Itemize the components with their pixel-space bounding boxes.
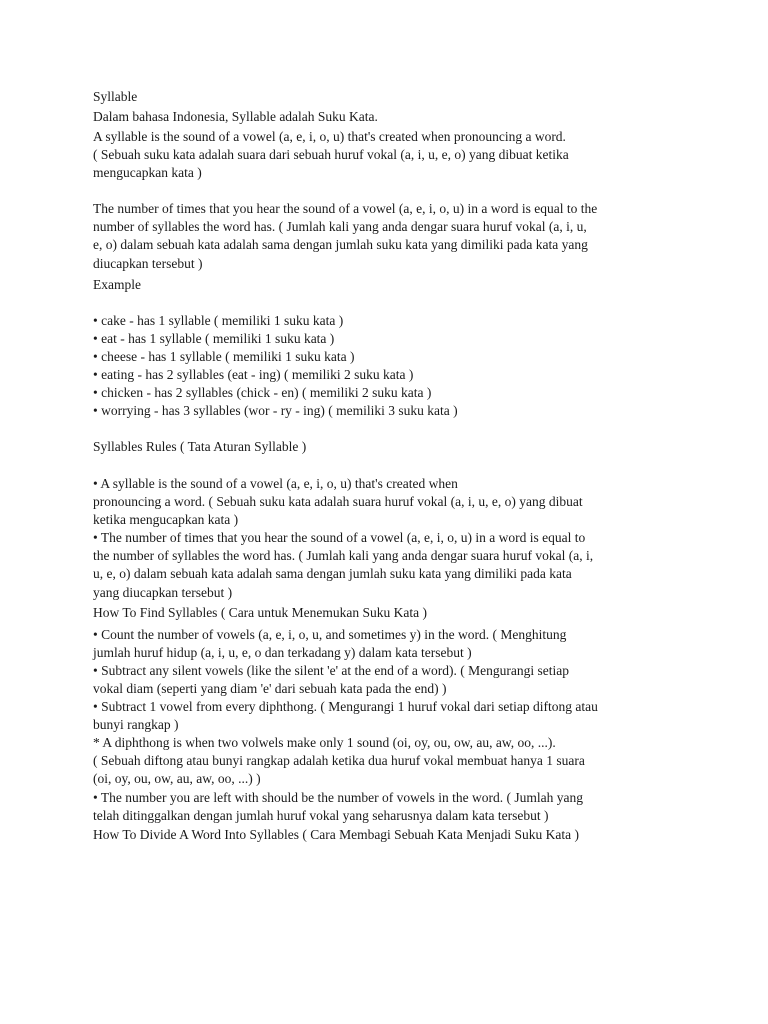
- list-item: • A syllable is the sound of a vowel (a, e, i, o, u) that's created when: [93, 476, 458, 491]
- text-line: (oi, oy, ou, ow, au, aw, oo, ...) ): [93, 771, 261, 786]
- list-item: • Count the number of vowels (a, e, i, o, u, and sometimes y) in the word. ( Menghitung: [93, 627, 567, 642]
- text-line: diucapkan tersebut ): [93, 256, 203, 271]
- text-line: jumlah huruf hidup (a, i, u, e, o dan terkadang y) dalam kata tersebut ): [93, 645, 472, 660]
- text-line: ketika mengucapkan kata ): [93, 512, 239, 527]
- section-heading-find-syllables: How To Find Syllables ( Cara untuk Menemukan Suku Kata ): [93, 605, 428, 620]
- list-item: • The number of times that you hear the sound of a vowel (a, e, i, o, u) in a word is equal to: [93, 530, 586, 545]
- section-heading-example: Example: [93, 277, 141, 292]
- text-line: pronouncing a word. ( Sebuah suku kata adalah suara huruf vokal (a, i, u, e, o) yang dibuat: [93, 494, 583, 509]
- note-line: * A diphthong is when two volwels make only 1 sound (oi, oy, ou, ow, au, aw, oo, ...).: [93, 735, 556, 750]
- text-line: e, o) dalam sebuah kata adalah sama dengan jumlah suku kata yang dimiliki pada kata yang: [93, 237, 588, 252]
- text-line: mengucapkan kata ): [93, 165, 202, 180]
- list-item: • eating - has 2 syllables (eat - ing) ( memiliki 2 suku kata ): [93, 367, 414, 382]
- section-heading-rules: Syllables Rules ( Tata Aturan Syllable ): [93, 439, 307, 454]
- doc-title: Syllable: [93, 89, 138, 104]
- text-line: number of syllables the word has. ( Jumlah kali yang anda dengar suara huruf vokal (a, i, u,: [93, 219, 587, 234]
- list-item: • Subtract 1 vowel from every diphthong. ( Mengurangi 1 huruf vokal dari setiap diftong atau: [93, 699, 598, 714]
- list-item: • eat - has 1 syllable ( memiliki 1 suku kata ): [93, 331, 335, 346]
- text-line: the number of syllables the word has. ( Jumlah kali yang anda dengar suara huruf vokal (a, i,: [93, 548, 594, 563]
- text-line: The number of times that you hear the sound of a vowel (a, e, i, o, u) in a word is equal to the: [93, 201, 598, 216]
- list-item: • cheese - has 1 syllable ( memiliki 1 suku kata ): [93, 349, 355, 364]
- section-heading-divide-word: How To Divide A Word Into Syllables ( Cara Membagi Sebuah Kata Menjadi Suku Kata ): [93, 827, 580, 842]
- text-line: telah ditinggalkan dengan jumlah huruf vokal yang seharusnya dalam kata tersebut ): [93, 808, 549, 823]
- text-line: bunyi rangkap ): [93, 717, 179, 732]
- text-line: A syllable is the sound of a vowel (a, e, i, o, u) that's created when pronouncing a word.: [93, 129, 566, 144]
- text-line: ( Sebuah suku kata adalah suara dari sebuah huruf vokal (a, i, u, e, o) yang dibuat ketika: [93, 147, 569, 162]
- text-line: vokal diam (seperti yang diam 'e' dari sebuah kata pada the end) ): [93, 681, 447, 696]
- text-line: ( Sebuah diftong atau bunyi rangkap adalah ketika dua huruf vokal membuat hanya 1 suara: [93, 753, 585, 768]
- list-item: • worrying - has 3 syllables (wor - ry - ing) ( memiliki 3 suku kata ): [93, 403, 458, 418]
- list-item: • Subtract any silent vowels (like the silent 'e' at the end of a word). ( Mengurangi setiap: [93, 663, 569, 678]
- list-item: • chicken - has 2 syllables (chick - en) ( memiliki 2 suku kata ): [93, 385, 432, 400]
- text-line: u, e, o) dalam sebuah kata adalah sama dengan jumlah suku kata yang dimiliki pada kata: [93, 566, 572, 581]
- text-line: Dalam bahasa Indonesia, Syllable adalah Suku Kata.: [93, 109, 378, 124]
- list-item: • cake - has 1 syllable ( memiliki 1 suku kata ): [93, 313, 344, 328]
- list-item: • The number you are left with should be the number of vowels in the word. ( Jumlah yang: [93, 790, 583, 805]
- text-line: yang diucapkan tersebut ): [93, 585, 233, 600]
